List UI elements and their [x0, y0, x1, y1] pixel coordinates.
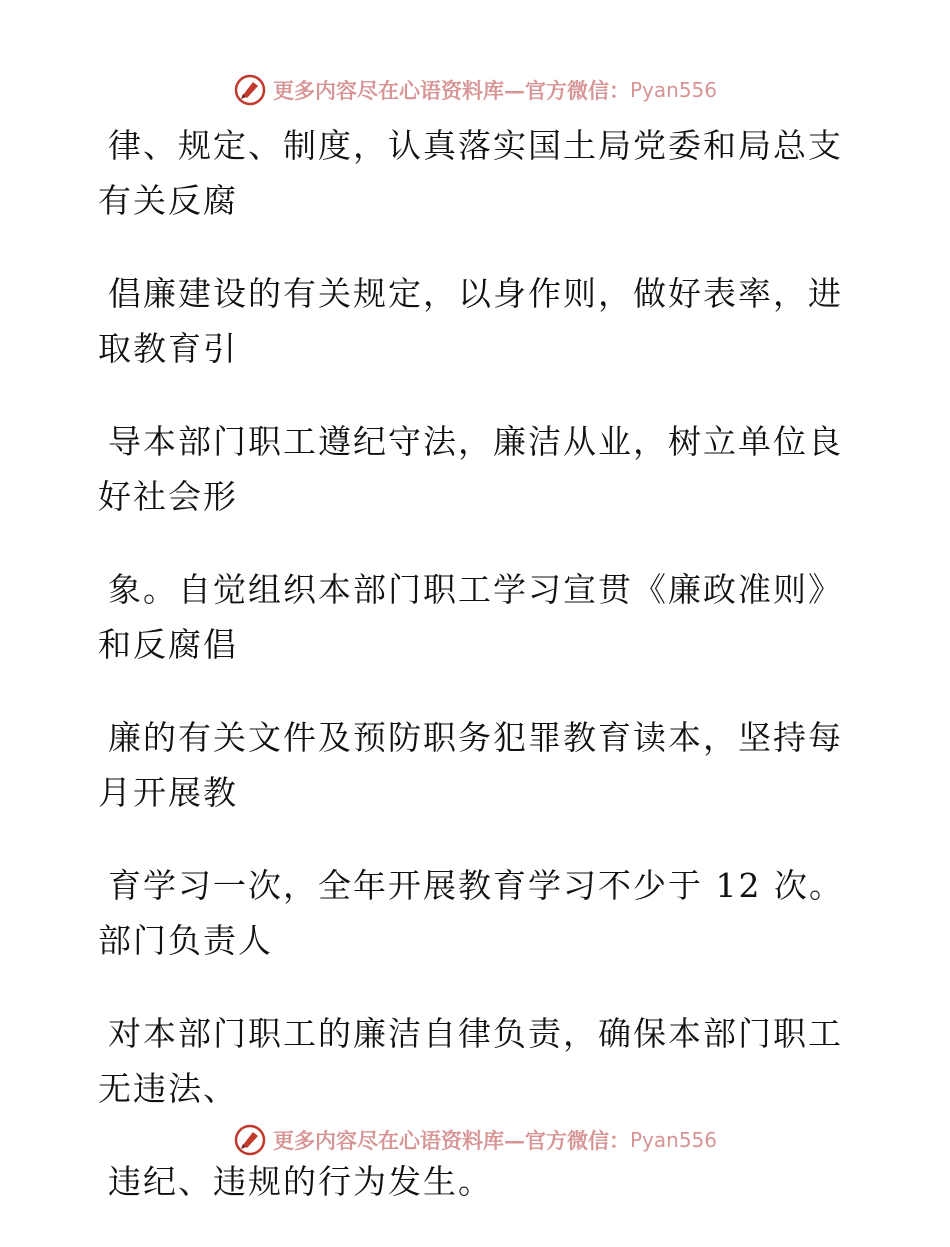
paragraph: [98, 562, 878, 672]
paragraph-line: 好社会形: [98, 477, 238, 516]
paragraph-line: 和反腐倡: [98, 625, 238, 664]
document-body: [98, 118, 878, 1247]
paragraph-line: 无违法、: [98, 1069, 238, 1108]
brand-logo-icon: [233, 73, 267, 107]
paragraph: [98, 858, 878, 968]
paragraph-line: 月开展教: [98, 773, 238, 812]
paragraph: [98, 1154, 878, 1209]
paragraph-line: 律、规定、制度，认真落实国土局党委和局总支: [108, 126, 843, 165]
watermark-wechat-label: 官方微信：: [524, 78, 630, 103]
watermark-wechat-id: Pyan556: [629, 78, 717, 102]
footer-watermark: [0, 1120, 950, 1160]
paragraph-line: 象。自觉组织本部门职工学习宣贯《廉政准则》: [108, 570, 843, 609]
paragraph: [98, 414, 878, 524]
paragraph-line: 导本部门职工遵纪守法，廉洁从业，树立单位良: [108, 422, 843, 461]
paragraph: [98, 118, 878, 228]
watermark-wechat-id: Pyan556: [629, 1128, 717, 1152]
watermark-text: 更多内容尽在心语资料库—: [272, 1128, 525, 1153]
paragraph-line: 取教育引: [98, 329, 238, 368]
paragraph-line: 有关反腐: [98, 181, 238, 220]
paragraph-line: 违纪、违规的行为发生。: [108, 1162, 493, 1201]
watermark-text: 更多内容尽在心语资料库—: [272, 78, 525, 103]
paragraph-line: 对本部门职工的廉洁自律负责，确保本部门职工: [108, 1014, 843, 1053]
watermark-wechat-label: 官方微信：: [524, 1128, 630, 1153]
paragraph-line: 部门负责人: [98, 921, 273, 960]
paragraph-line: 育学习一次，全年开展教育学习不少于 12 次。: [108, 866, 844, 905]
paragraph: [98, 710, 878, 820]
paragraph-line: 廉的有关文件及预防职务犯罪教育读本，坚持每: [108, 718, 843, 757]
paragraph-line: 倡廉建设的有关规定，以身作则，做好表率，进: [108, 274, 843, 313]
paragraph: [98, 1006, 878, 1116]
header-watermark: [0, 70, 950, 110]
brand-logo-icon: [233, 1123, 267, 1157]
paragraph: [98, 266, 878, 376]
